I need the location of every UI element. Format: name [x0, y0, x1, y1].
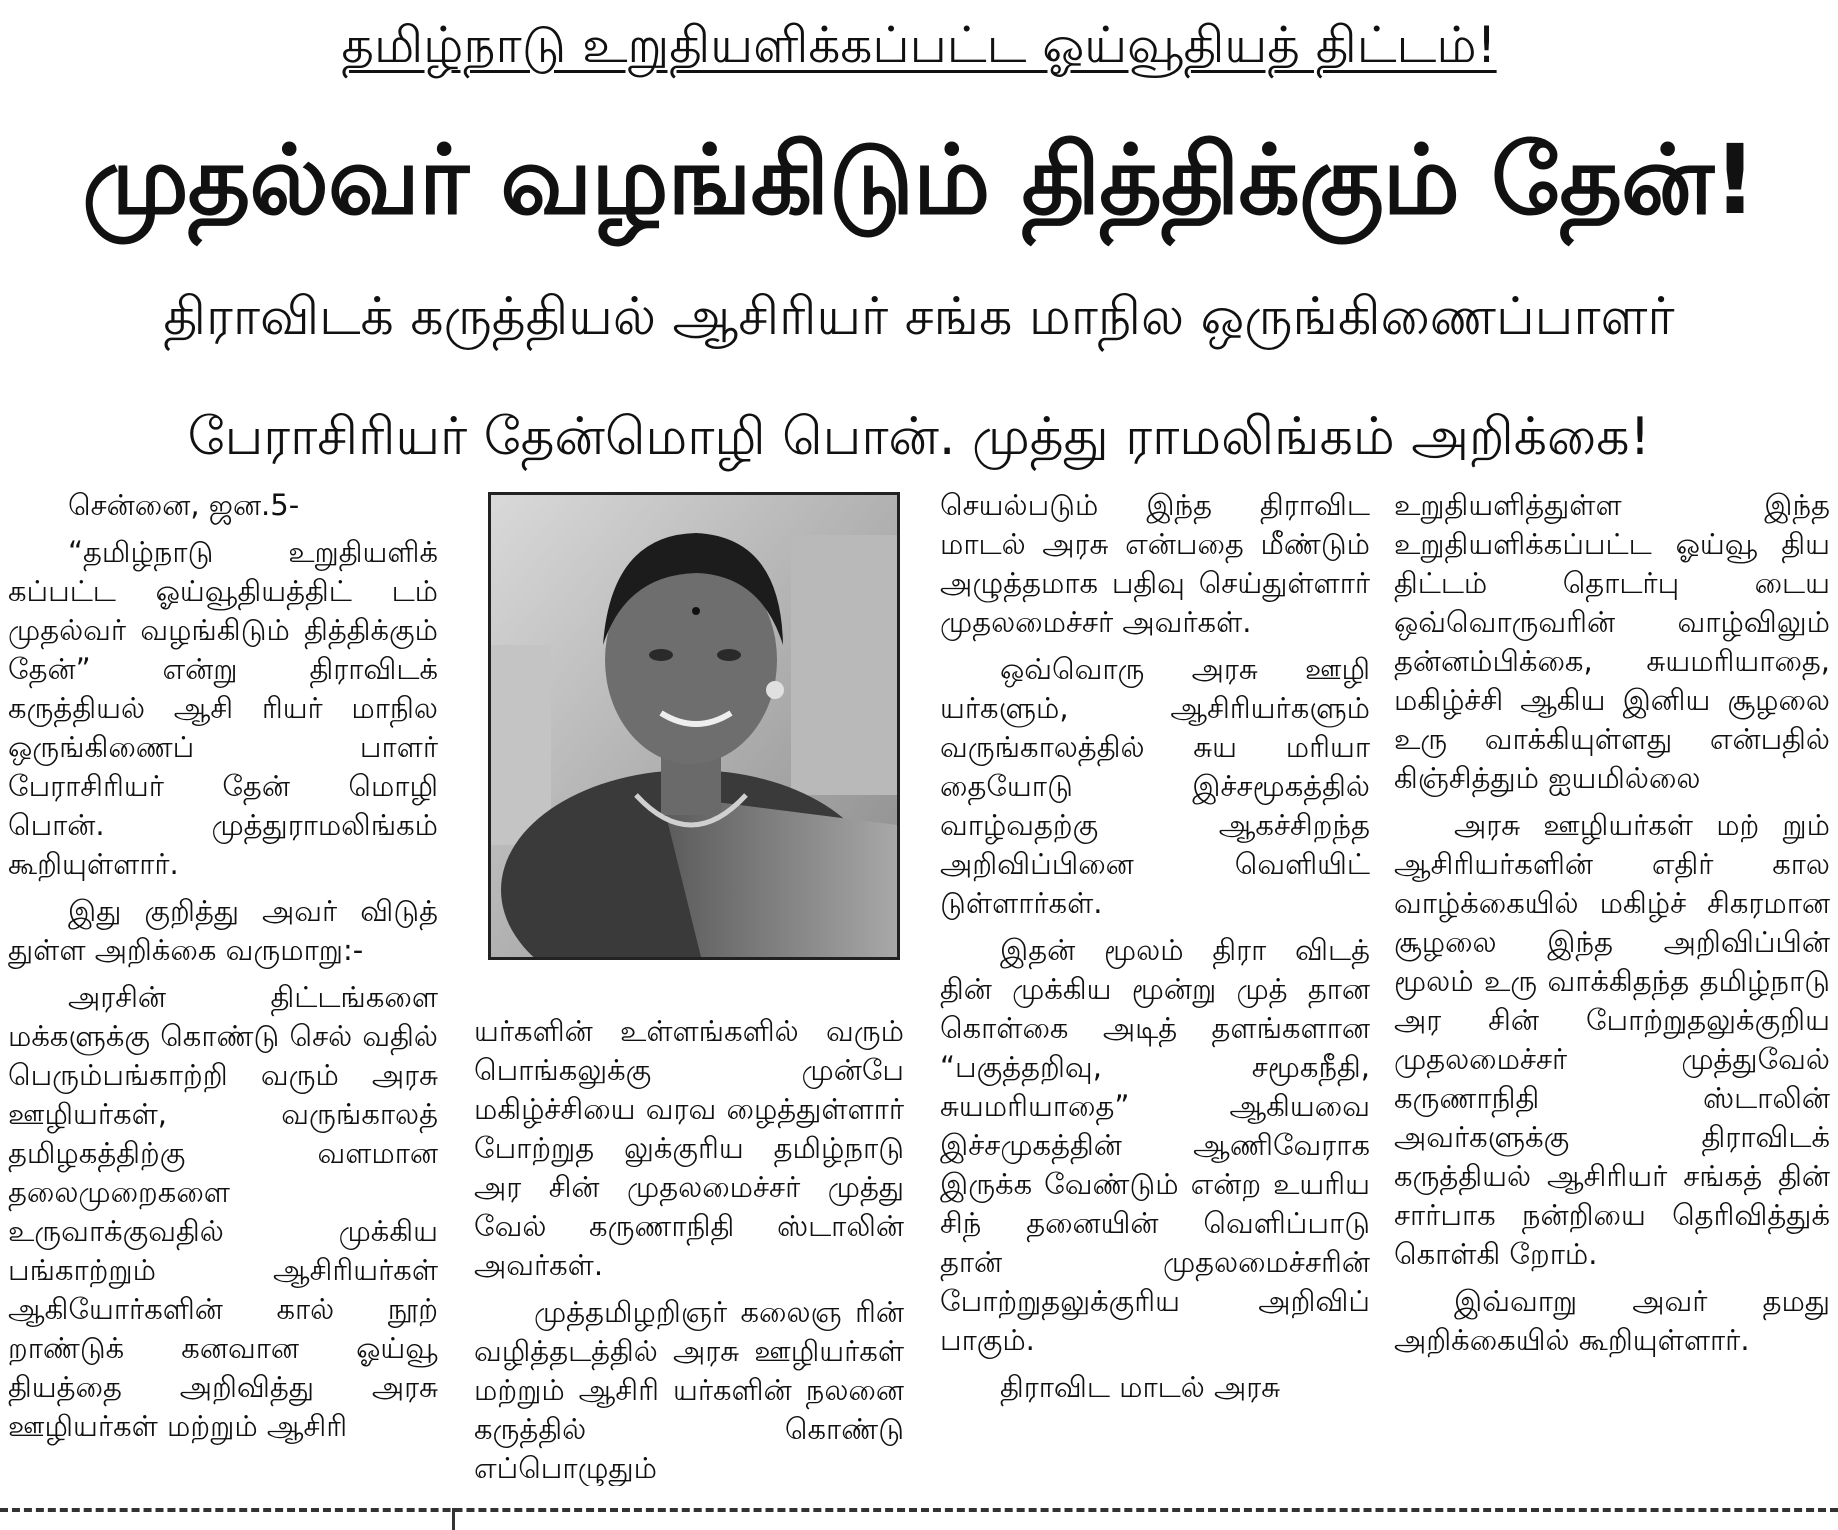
article-column-1	[8, 486, 438, 1486]
footer-divider	[0, 1508, 1838, 1512]
paragraph: அரசின் திட்டங்களை மக்களுக்கு கொண்டு செல் வதில் பெரும்பங்காற்றி வரும் அரசு ஊழியர்கள், வருங்காலத் தமிழகத்திற்கு வளமான தலைமுறைகளை உருவாக்குவதில் முக்கிய பங்காற்றும் ஆசிரியர்கள் ஆகியோர்களின் கால் நூற் றாண்டுக் கனவான ஓய்வூ தியத்தை அறிவித்து அரசு ஊழியர்கள் மற்றும் ஆசிரி	[8, 980, 438, 1443]
article-column-3	[940, 486, 1370, 1486]
subheadline-2: பேராசிரியர் தேன்மொழி பொன். முத்து ராமலிங்கம் அறிக்கை!	[187, 407, 1651, 467]
paragraph: இவ்வாறு அவர் தமது அறிக்கையில் கூறியுள்ளார்.	[1394, 1284, 1830, 1357]
portrait-photo-icon	[488, 492, 900, 960]
paragraph: திராவிட மாடல் அரசு	[1000, 1370, 1281, 1404]
main-headline: முதல்வர் வழங்கிடும் தித்திக்கும் தேன்!	[82, 124, 1756, 236]
article-column-4	[1394, 486, 1830, 1486]
kicker-headline: தமிழ்நாடு உறுதியளிக்கப்பட்ட ஓய்வூதியத் திட்டம்!	[341, 16, 1497, 74]
paragraph: செயல்படும் இந்த திராவிட மாடல் அரசு என்பதை மீண்டும் அழுத்தமாக பதிவு செய்துள்ளார் முதலமைச்சர் அவர்கள்.	[940, 488, 1370, 639]
paragraph: ஒவ்வொரு அரசு ஊழி யர்களும், ஆசிரியர்களும் வருங்காலத்தில் சுய மரியா தையோடு இச்சமூகத்தில் வாழ்வதற்கு ஆகச்சிறந்த அறிவிப்பினை வெளியிட் டுள்ளார்கள்.	[940, 652, 1370, 920]
paragraph: இது குறித்து அவர் விடுத் துள்ள அறிக்கை வருமாறு:-	[8, 894, 438, 967]
paragraph: உறுதியளித்துள்ள இந்த உறுதியளிக்கப்பட்ட ஓய்வூ திய திட்டம் தொடர்பு டைய ஒவ்வொருவரின் வாழ்விலும் தன்னம்பிக்கை, சுயமரியாதை, மகிழ்ச்சி ஆகிய இனிய சூழலை உரு வாக்கியுள்ளது என்பதில் கிஞ்சித்தும் ஐயமில்லை	[1394, 488, 1830, 795]
article-column-2	[474, 1012, 904, 1486]
dateline: சென்னை, ஜன.5-	[68, 488, 300, 522]
paragraph: “தமிழ்நாடு உறுதியளிக் கப்பட்ட ஓய்வூதியத்திட் டம் முதல்வர் வழங்கிடும் தித்திக்கும் தேன்” என்று திராவிடக் கருத்தியல் ஆசி ரியர் மாநில ஒருங்கிணைப் பாளர் பேராசிரியர் தேன் மொழி பொன். முத்துராமலிங்கம் கூறியுள்ளார்.	[8, 535, 438, 881]
paragraph: இதன் மூலம் திரா விடத் தின் முக்கிய மூன்று முத் தான கொள்கை அடித் தளங்களான “பகுத்தறிவு, சமூகநீதி, சுயமரியாதை” ஆகியவை இச்சமுகத்தின் ஆணிவேராக இருக்க வேண்டும் என்ற உயரிய சிந் தனையின் வெளிப்பாடு தான் முதலமைச்சரின் போற்றுதலுக்குரிய அறிவிப் பாகும்.	[940, 933, 1370, 1357]
paragraph: அரசு ஊழியர்கள் மற் றும் ஆசிரியர்களின் எதிர் கால வாழ்க்கையில் மகிழ்ச் சிகரமான சூழலை இந்த அறிவிப்பின் மூலம் உரு வாக்கிதந்த தமிழ்நாடு அர சின் போற்றுதலுக்குறிய முதலமைச்சர் முத்துவேல் கருணாநிதி ஸ்டாலின் அவர்களுக்கு திராவிடக் கருத்தியல் ஆசிரியர் சங்கத் தின் சார்பாக நன்றியை தெரிவித்துக் கொள்கி றோம்.	[1394, 808, 1830, 1271]
paragraph: முத்தமிழறிஞர் கலைஞ ரின் வழித்தடத்தில் அரசு ஊழியர்கள் மற்றும் ஆசிரி யர்களின் நலனை கருத்தில் கொண்டு எப்பொழுதும்	[474, 1295, 904, 1485]
footer-column-tick	[452, 1508, 455, 1530]
paragraph: யர்களின் உள்ளங்களில் வரும் பொங்கலுக்கு முன்பே மகிழ்ச்சியை வரவ ழைத்துள்ளார் போற்றுத லுக்குரிய தமிழ்நாடு அர சின் முதலமைச்சர் முத்து வேல் கருணாநிதி ஸ்டாலின் அவர்கள்.	[474, 1014, 904, 1282]
subheadline-1: திராவிடக் கருத்தியல் ஆசிரியர் சங்க மாநில ஒருங்கிணைப்பாளர்	[163, 287, 1675, 347]
